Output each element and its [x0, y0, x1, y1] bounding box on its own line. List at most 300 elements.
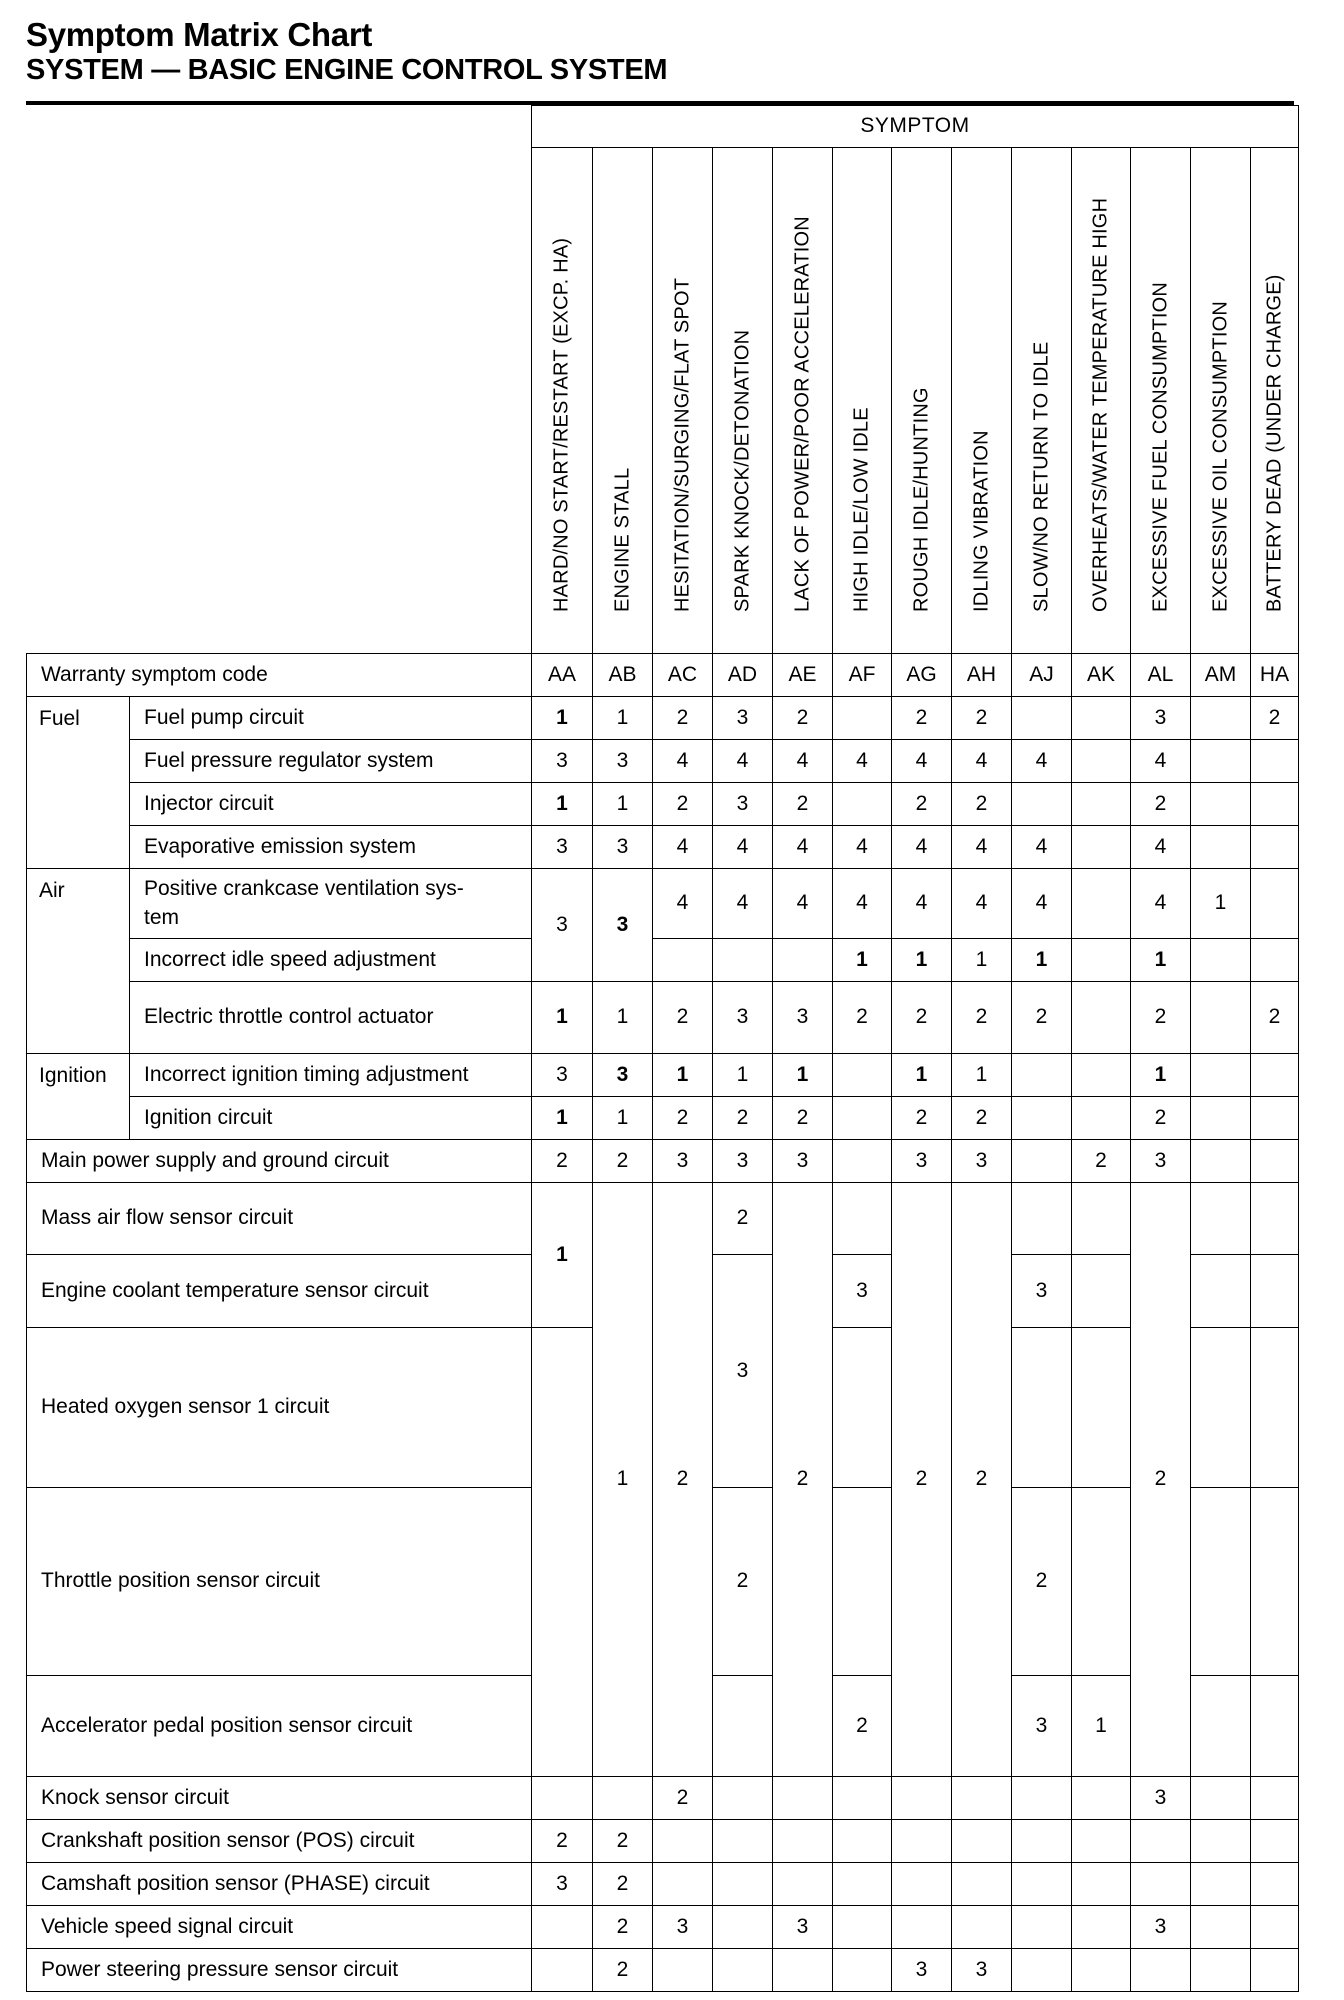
value-cell	[1191, 1140, 1251, 1183]
code-cell: AC	[653, 654, 713, 697]
value-cell	[1072, 869, 1131, 939]
value-cell	[1131, 1820, 1191, 1863]
value-cell: 4	[892, 826, 952, 869]
page-title: Symptom Matrix Chart	[26, 16, 373, 53]
value-cell: 1	[952, 1054, 1012, 1097]
value-cell: 1	[532, 1097, 593, 1140]
code-cell: AE	[773, 654, 833, 697]
value-cell: 2	[593, 1863, 653, 1906]
value-cell: 2	[653, 1777, 713, 1820]
value-cell	[833, 1328, 892, 1488]
value-cell: 2	[713, 1488, 773, 1676]
value-cell	[532, 1949, 593, 1992]
value-cell	[833, 1777, 892, 1820]
value-cell	[1251, 1863, 1299, 1906]
value-cell: 3	[532, 1863, 593, 1906]
item-label: Ignition circuit	[130, 1097, 532, 1140]
value-cell	[1072, 939, 1131, 982]
value-cell: 4	[952, 740, 1012, 783]
value-cell: 3	[593, 869, 653, 982]
value-cell: 4	[952, 826, 1012, 869]
table-row	[27, 1097, 1299, 1140]
value-cell: 3	[653, 1140, 713, 1183]
code-cell: AL	[1131, 654, 1191, 697]
value-cell: 2	[773, 1097, 833, 1140]
value-cell	[1131, 1863, 1191, 1906]
value-cell: 2	[892, 1097, 952, 1140]
table-row	[27, 939, 1299, 982]
value-cell: 4	[833, 826, 892, 869]
value-cell	[713, 1676, 773, 1777]
value-cell	[1012, 1097, 1072, 1140]
value-cell: 2	[593, 1949, 653, 1992]
value-cell: 1	[593, 783, 653, 826]
value-cell	[1072, 1097, 1131, 1140]
code-cell: AA	[532, 654, 593, 697]
value-cell: 3	[1012, 1676, 1072, 1777]
code-cell: AG	[892, 654, 952, 697]
value-cell: 2	[1131, 1183, 1191, 1777]
value-cell	[1251, 869, 1299, 939]
symptom-label: EXCESSIVE OIL CONSUMPTION	[1209, 301, 1231, 612]
value-cell: 2	[952, 1183, 1012, 1777]
item-label: Power steering pressure sensor circuit	[27, 1949, 532, 1992]
value-cell: 3	[593, 826, 653, 869]
value-cell	[653, 1863, 713, 1906]
value-cell: 1	[1131, 939, 1191, 982]
value-cell	[593, 1777, 653, 1820]
symptom-label: HARD/NO START/RESTART (EXCP. HA)	[550, 237, 573, 612]
value-cell: 2	[713, 1183, 773, 1255]
value-cell: 1	[713, 1054, 773, 1097]
value-cell: 2	[653, 1097, 713, 1140]
value-cell: 2	[1131, 982, 1191, 1054]
value-cell	[1012, 1328, 1072, 1488]
value-cell	[773, 1863, 833, 1906]
value-cell: 2	[532, 1140, 593, 1183]
value-cell: 2	[1131, 1097, 1191, 1140]
value-cell: 3	[892, 1140, 952, 1183]
warranty-code-row	[27, 654, 1299, 697]
code-cell: AM	[1191, 654, 1251, 697]
symptom-label: ENGINE STALL	[611, 467, 633, 612]
symptom-label: HIGH IDLE/LOW IDLE	[850, 407, 873, 612]
symptom-col-ha	[1251, 148, 1299, 654]
value-cell	[773, 939, 833, 982]
value-cell: 3	[713, 982, 773, 1054]
value-cell	[833, 1488, 892, 1676]
page-subtitle: SYSTEM — BASIC ENGINE CONTROL SYSTEM	[26, 54, 668, 86]
value-cell: 2	[833, 982, 892, 1054]
table-row	[27, 697, 1299, 740]
value-cell	[892, 1906, 952, 1949]
value-cell	[1251, 1255, 1299, 1328]
value-cell: 1	[892, 939, 952, 982]
value-cell	[952, 1863, 1012, 1906]
value-cell	[532, 1777, 593, 1820]
value-cell	[833, 1140, 892, 1183]
value-cell	[1191, 1676, 1251, 1777]
value-cell: 1	[1072, 1676, 1131, 1777]
value-cell	[773, 1820, 833, 1863]
symptom-label: SLOW/NO RETURN TO IDLE	[1030, 341, 1052, 612]
value-cell	[1191, 826, 1251, 869]
value-cell	[1251, 1949, 1299, 1992]
value-cell	[892, 1777, 952, 1820]
symptom-col-ag	[892, 148, 952, 654]
value-cell	[1251, 1140, 1299, 1183]
value-cell	[892, 1863, 952, 1906]
table-row	[27, 1949, 1299, 1992]
code-cell: AK	[1072, 654, 1131, 697]
value-cell: 3	[833, 1255, 892, 1328]
value-cell	[1191, 783, 1251, 826]
table-row	[27, 1863, 1299, 1906]
value-cell	[1072, 1054, 1131, 1097]
value-cell: 1	[653, 1054, 713, 1097]
value-cell: 2	[773, 1183, 833, 1777]
value-cell: 3	[532, 869, 593, 982]
value-cell: 4	[892, 740, 952, 783]
value-cell	[833, 1183, 892, 1255]
symptom-label: BATTERY DEAD (UNDER CHARGE)	[1263, 274, 1285, 612]
value-cell	[833, 1906, 892, 1949]
value-cell: 4	[653, 869, 713, 939]
value-cell: 4	[773, 740, 833, 783]
symptom-label: HESITATION/SURGING/FLAT SPOT	[671, 277, 693, 612]
value-cell: 4	[952, 869, 1012, 939]
symptom-col-ac	[653, 148, 713, 654]
table-row	[27, 1054, 1299, 1097]
value-cell	[952, 1906, 1012, 1949]
value-cell: 2	[1072, 1140, 1131, 1183]
value-cell: 2	[892, 783, 952, 826]
value-cell: 3	[773, 1906, 833, 1949]
value-cell	[1012, 1140, 1072, 1183]
value-cell: 2	[952, 1097, 1012, 1140]
table-row	[27, 783, 1299, 826]
symptom-matrix-table	[26, 105, 1299, 1992]
value-cell: 4	[713, 826, 773, 869]
value-cell: 1	[532, 697, 593, 740]
value-cell: 4	[773, 869, 833, 939]
symptom-col-af	[833, 148, 892, 654]
item-label: Fuel pump circuit	[130, 697, 532, 740]
value-cell: 4	[1131, 826, 1191, 869]
value-cell	[952, 1777, 1012, 1820]
item-label: Incorrect idle speed adjustment	[130, 939, 532, 982]
value-cell: 1	[532, 982, 593, 1054]
value-cell: 4	[1012, 826, 1072, 869]
value-cell	[713, 1949, 773, 1992]
item-label: Knock sensor circuit	[27, 1777, 532, 1820]
value-cell: 1	[532, 783, 593, 826]
value-cell	[1072, 697, 1131, 740]
value-cell	[1251, 1488, 1299, 1676]
value-cell: 2	[952, 697, 1012, 740]
value-cell	[1191, 1183, 1251, 1255]
value-cell	[1191, 1906, 1251, 1949]
symptom-label: SPARK KNOCK/DETONATION	[731, 329, 753, 612]
value-cell: 3	[713, 783, 773, 826]
value-cell	[1072, 1488, 1131, 1676]
value-cell: 2	[653, 982, 713, 1054]
value-cell	[1012, 697, 1072, 740]
value-cell: 4	[1131, 740, 1191, 783]
value-cell: 3	[653, 1906, 713, 1949]
value-cell: 2	[1012, 1488, 1072, 1676]
value-cell	[713, 1820, 773, 1863]
value-cell: 2	[833, 1676, 892, 1777]
value-cell	[1072, 783, 1131, 826]
value-cell: 3	[1012, 1255, 1072, 1328]
value-cell: 2	[593, 1140, 653, 1183]
value-cell: 1	[1191, 869, 1251, 939]
value-cell: 2	[1012, 982, 1072, 1054]
symptom-header: SYMPTOM	[532, 106, 1299, 148]
value-cell	[833, 1949, 892, 1992]
value-cell	[892, 1820, 952, 1863]
code-cell: AH	[952, 654, 1012, 697]
value-cell: 2	[892, 982, 952, 1054]
value-cell	[1191, 1777, 1251, 1820]
value-cell	[1012, 1183, 1072, 1255]
value-cell	[1012, 783, 1072, 826]
symptom-label: ROUGH IDLE/HUNTING	[910, 387, 932, 612]
value-cell	[653, 1820, 713, 1863]
table-row	[27, 1906, 1299, 1949]
value-cell: 4	[833, 740, 892, 783]
value-cell: 3	[773, 982, 833, 1054]
symptom-label: LACK OF POWER/POOR ACCELERATION	[791, 216, 813, 612]
value-cell: 4	[773, 826, 833, 869]
value-cell: 4	[713, 869, 773, 939]
value-cell: 1	[1131, 1054, 1191, 1097]
symptom-col-ah	[952, 148, 1012, 654]
value-cell: 2	[892, 1183, 952, 1777]
value-cell: 4	[892, 869, 952, 939]
value-cell	[1191, 1488, 1251, 1676]
value-cell: 4	[1131, 869, 1191, 939]
value-cell	[1251, 1054, 1299, 1097]
value-cell	[1072, 826, 1131, 869]
table-row	[27, 1777, 1299, 1820]
value-cell	[1012, 1054, 1072, 1097]
value-cell: 3	[532, 826, 593, 869]
value-cell	[833, 1863, 892, 1906]
value-cell: 3	[773, 1140, 833, 1183]
value-cell	[833, 1097, 892, 1140]
value-cell	[1072, 1255, 1131, 1328]
value-cell	[1251, 939, 1299, 982]
table-row	[27, 1820, 1299, 1863]
value-cell: 1	[593, 697, 653, 740]
value-cell: 1	[593, 1097, 653, 1140]
item-label: Crankshaft position sensor (POS) circuit	[27, 1820, 532, 1863]
value-cell	[1251, 1906, 1299, 1949]
value-cell	[1191, 1328, 1251, 1488]
item-label: Vehicle speed signal circuit	[27, 1906, 532, 1949]
warranty-label: Warranty symptom code	[27, 654, 532, 697]
value-cell	[1191, 982, 1251, 1054]
value-cell: 2	[773, 783, 833, 826]
value-cell: 2	[1251, 697, 1299, 740]
value-cell	[1072, 1863, 1131, 1906]
value-cell	[1191, 740, 1251, 783]
value-cell	[1072, 1183, 1131, 1255]
value-cell	[833, 783, 892, 826]
value-cell: 3	[1131, 697, 1191, 740]
value-cell	[1251, 783, 1299, 826]
item-label: Mass air flow sensor circuit	[27, 1183, 532, 1255]
item-label: Accelerator pedal position sensor circuit	[27, 1676, 532, 1777]
value-cell	[773, 1949, 833, 1992]
value-cell	[1012, 1906, 1072, 1949]
symptom-label: OVERHEATS/WATER TEMPERATURE HIGH	[1089, 197, 1112, 612]
value-cell: 2	[532, 1820, 593, 1863]
value-cell: 4	[1012, 869, 1072, 939]
header-blank	[27, 106, 532, 654]
value-cell: 2	[593, 1820, 653, 1863]
value-cell: 4	[1012, 740, 1072, 783]
value-cell	[1191, 1097, 1251, 1140]
value-cell	[1072, 1820, 1131, 1863]
value-cell: 2	[593, 1906, 653, 1949]
value-cell: 3	[952, 1949, 1012, 1992]
value-cell: 1	[833, 939, 892, 982]
value-cell	[1012, 1820, 1072, 1863]
value-cell	[1191, 1820, 1251, 1863]
item-label: Camshaft position sensor (PHASE) circuit	[27, 1863, 532, 1906]
value-cell: 2	[952, 982, 1012, 1054]
value-cell: 3	[593, 1054, 653, 1097]
value-cell: 3	[713, 697, 773, 740]
item-label: Main power supply and ground circuit	[27, 1140, 532, 1183]
symptom-label: IDLING VIBRATION	[970, 430, 992, 612]
value-cell: 4	[653, 826, 713, 869]
value-cell: 3	[713, 1140, 773, 1183]
value-cell	[1251, 1183, 1299, 1255]
value-cell: 2	[653, 783, 713, 826]
value-cell	[1251, 1820, 1299, 1863]
value-cell	[1191, 1863, 1251, 1906]
symptom-col-ak	[1072, 148, 1131, 654]
value-cell: 1	[773, 1054, 833, 1097]
code-cell: AF	[833, 654, 892, 697]
system-air: Air	[27, 869, 130, 1054]
value-cell: 4	[653, 740, 713, 783]
item-label: Throttle position sensor circuit	[27, 1488, 532, 1676]
code-cell: AB	[593, 654, 653, 697]
table-row	[27, 869, 1299, 939]
table-row	[27, 982, 1299, 1054]
symptom-label: EXCESSIVE FUEL CONSUMPTION	[1149, 281, 1171, 612]
value-cell: 3	[593, 740, 653, 783]
value-cell: 3	[1131, 1777, 1191, 1820]
value-cell	[1072, 1949, 1131, 1992]
value-cell: 2	[653, 1183, 713, 1777]
value-cell	[1191, 697, 1251, 740]
value-cell: 4	[833, 869, 892, 939]
value-cell	[773, 1777, 833, 1820]
value-cell	[833, 1054, 892, 1097]
value-cell	[1072, 1906, 1131, 1949]
code-cell: AD	[713, 654, 773, 697]
value-cell: 2	[713, 1097, 773, 1140]
symptom-col-ad	[713, 148, 773, 654]
value-cell	[653, 1949, 713, 1992]
value-cell: 1	[892, 1054, 952, 1097]
symptom-header-row	[27, 106, 1299, 148]
value-cell: 3	[952, 1140, 1012, 1183]
value-cell	[1012, 1777, 1072, 1820]
item-label: Evaporative emission system	[130, 826, 532, 869]
value-cell	[532, 1906, 593, 1949]
value-cell: 4	[713, 740, 773, 783]
item-label: Positive crankcase ventilation sys- tem	[130, 869, 532, 939]
value-cell: 3	[713, 1255, 773, 1488]
value-cell	[1072, 740, 1131, 783]
value-cell	[653, 939, 713, 982]
value-cell	[1251, 740, 1299, 783]
value-cell	[1251, 826, 1299, 869]
symptom-col-ae	[773, 148, 833, 654]
table-row	[27, 740, 1299, 783]
value-cell: 2	[952, 783, 1012, 826]
item-label: Incorrect ignition timing adjustment	[130, 1054, 532, 1097]
value-cell	[1191, 939, 1251, 982]
item-label: Fuel pressure regulator system	[130, 740, 532, 783]
code-cell: HA	[1251, 654, 1299, 697]
code-cell: AJ	[1012, 654, 1072, 697]
value-cell	[1012, 1863, 1072, 1906]
value-cell	[713, 1777, 773, 1820]
value-cell: 2	[1251, 982, 1299, 1054]
table-row	[27, 826, 1299, 869]
value-cell: 3	[1131, 1140, 1191, 1183]
item-label: Engine coolant temperature sensor circuit	[27, 1255, 532, 1328]
value-cell	[1072, 982, 1131, 1054]
value-cell: 3	[892, 1949, 952, 1992]
value-cell	[532, 1328, 593, 1777]
value-cell	[1072, 1777, 1131, 1820]
value-cell: 1	[532, 1183, 593, 1328]
symptom-col-ab	[593, 148, 653, 654]
value-cell	[1251, 1097, 1299, 1140]
value-cell: 3	[1131, 1906, 1191, 1949]
value-cell	[833, 1820, 892, 1863]
value-cell	[1251, 1676, 1299, 1777]
value-cell: 2	[892, 697, 952, 740]
value-cell: 2	[653, 697, 713, 740]
value-cell: 1	[1012, 939, 1072, 982]
value-cell	[713, 939, 773, 982]
value-cell	[1012, 1949, 1072, 1992]
value-cell	[713, 1863, 773, 1906]
value-cell	[713, 1906, 773, 1949]
value-cell	[1251, 1328, 1299, 1488]
value-cell	[1072, 1328, 1131, 1488]
value-cell: 1	[952, 939, 1012, 982]
value-cell	[1191, 1054, 1251, 1097]
value-cell: 2	[773, 697, 833, 740]
symptom-col-am	[1191, 148, 1251, 654]
value-cell	[1131, 1949, 1191, 1992]
value-cell: 3	[532, 740, 593, 783]
item-label: Heated oxygen sensor 1 circuit	[27, 1328, 532, 1488]
value-cell: 3	[532, 1054, 593, 1097]
symptom-col-aj	[1012, 148, 1072, 654]
